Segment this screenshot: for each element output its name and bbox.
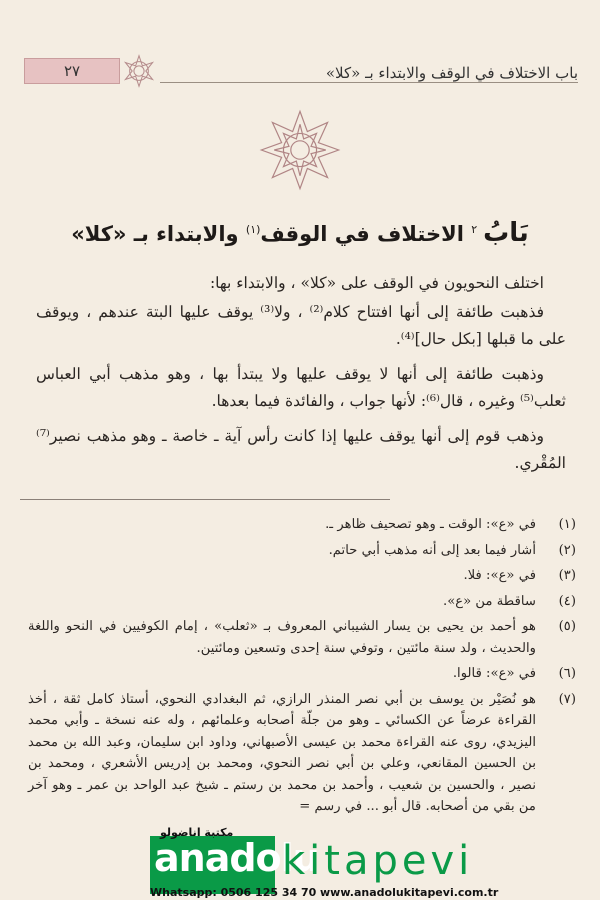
publisher-watermark	[150, 826, 600, 900]
rosette-ornament-icon	[254, 104, 346, 196]
main-text	[36, 270, 566, 485]
footnote-text: في «ع»: قالوا.	[452, 666, 536, 681]
footnote	[28, 591, 576, 613]
watermark-arabic-name: مكتبة اناضولو	[160, 826, 234, 839]
footnote-text: في «ع»: فلا.	[463, 568, 536, 583]
footnote	[28, 663, 576, 685]
footnote	[28, 540, 576, 562]
chapter-title-main: الاختلاف في الوقف	[260, 222, 464, 246]
footnote	[28, 689, 576, 818]
footnote	[28, 565, 576, 587]
chapter-title-footnote-ref: (١)	[245, 223, 261, 236]
small-flower-ornament-icon	[122, 54, 156, 88]
paragraph: وذهبت طائفة إلى أنها لا يوقف عليها ولا يبتدأ بها ، وهو مذهب أبي العباس ثعلب⁽⁵⁾ وغيره ، قال⁽⁶⁾: لأنها جواب ، والفائدة فيما بعدها.	[36, 365, 566, 410]
footnote-text: أشار فيما بعد إلى أنه مذهب أبي حاتم.	[328, 542, 536, 558]
chapter-title-rest: والابتداء بـ «كلا»	[71, 222, 239, 246]
footnote-separator	[20, 499, 390, 500]
running-header-title: باب الاختلاف في الوقف والابتداء بـ «كلا»	[325, 64, 578, 82]
watermark-website: www.anadolukitapevi.com.tr	[320, 886, 499, 899]
page-number: ٢٧	[24, 58, 120, 84]
chapter-bab-sup: ٢	[471, 223, 478, 236]
footnote	[28, 616, 576, 659]
footnote-text: هو أحمد بن يحيى بن يسار الشيباني المعروف بـ «ثعلب» ، إمام الكوفيين في النحو واللغة والحديث ، ولد سنة مائتين ، وتوفي سنة إحدى وتسعين ومائتين.	[28, 619, 536, 656]
footnotes	[28, 514, 576, 822]
paragraph: اختلف النحويون في الوقف على «كلا» ، والابتداء بها:	[209, 274, 544, 292]
chapter-title	[0, 218, 600, 248]
paragraph: فذهبت طائفة إلى أنها افتتاح كلام⁽²⁾ ، ولا⁽³⁾ يوقف عليها البتة عندهم ، ويوقف على ما قبلها [بكل حال]⁽⁴⁾.	[36, 303, 566, 348]
footnote-text: في «ع»: الوقت ـ وهو تصحيف ظاهر ـ.	[325, 517, 536, 532]
footnote-number: (٢)	[558, 542, 576, 558]
footnote-number: (٣)	[558, 568, 576, 583]
footnote-number: (٥)	[558, 619, 576, 634]
chapter-bab-word: بَابُ	[483, 218, 529, 248]
footnote-number: (٦)	[558, 666, 576, 681]
paragraph: وذهب قوم إلى أنها يوقف عليها إذا كانت رأس آية ـ خاصة ـ وهو مذهب نصير⁽⁷⁾ المُقْري.	[36, 427, 566, 472]
footnote-number: (٧)	[558, 691, 576, 707]
watermark-phone: Whatsapp: 0506 125 34 70	[150, 886, 317, 899]
footnote-text: ساقطة من «ع».	[443, 593, 536, 609]
footnote	[28, 514, 576, 536]
footnote-number: (٤)	[558, 593, 576, 609]
watermark-brand-anadolu: anadolu	[154, 836, 319, 880]
watermark-brand-kitapevi: kitapevi	[282, 838, 474, 884]
footnote-text: هو نُصَيْر بن يوسف بن أبي نصر المنذر الرازي، ثم البغدادي النحوي، أستاذ كامل ثقة ، أخذ القراءة عرضاً عن الكسائي ـ وهو من جلّة أصحابه وعلمائهم ، وله عنه نسخة ـ وأبي محمد اليزيدي، روى عنه القراءة محمد بن عيسى الأصبهاني، وداود ابن سليمان، وعبد الله بن محمد بن الحسين المقانعي، وعلي بن أبي نصر النحوي، ومحمد بن إدريس الأشعري ، ومحمد بن نصير ، والحسين بن شعيب ، وأحمد بن محمد بن رستم ـ شيخ عبد الواحد بن عمر ـ وهو آخر من بقي من أصحابه. قال أبو ... في رسم =	[28, 691, 536, 814]
footnote-number: (١)	[558, 517, 576, 532]
header-rule	[160, 82, 578, 83]
